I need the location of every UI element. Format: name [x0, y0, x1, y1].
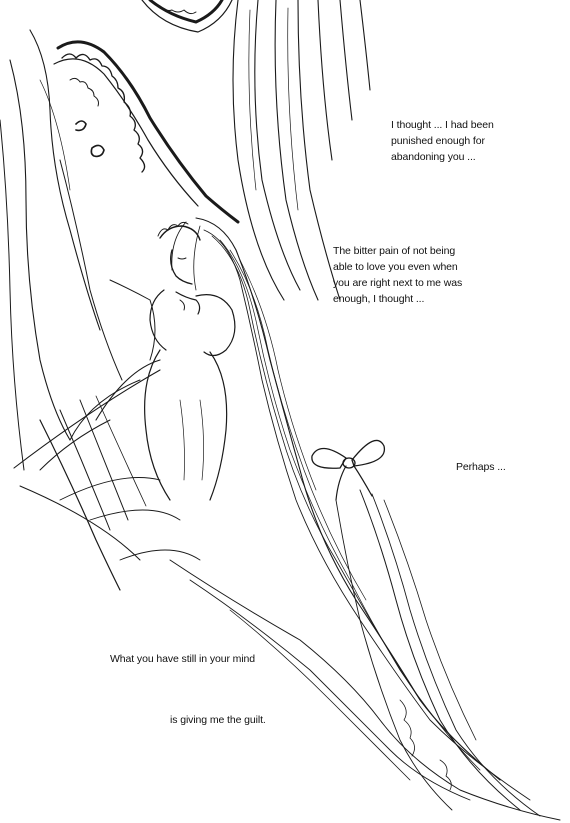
- hair-bow: [312, 440, 385, 500]
- caption-punished: I thought ... I had been punished enough for abandoning you ...: [391, 119, 494, 163]
- caption-bitter-pain: The bitter pain of not being able to love you even when you are right next to me was enough, I thought ...: [333, 245, 463, 305]
- ornate-frame: [142, 0, 232, 32]
- couch: [14, 280, 160, 590]
- caption-still-in-mind: What you have still in your mind: [110, 653, 256, 665]
- caption-guilt: is giving me the guilt.: [170, 714, 266, 726]
- ornate-canopy: [54, 42, 238, 222]
- caption-perhaps: Perhaps ...: [456, 461, 506, 473]
